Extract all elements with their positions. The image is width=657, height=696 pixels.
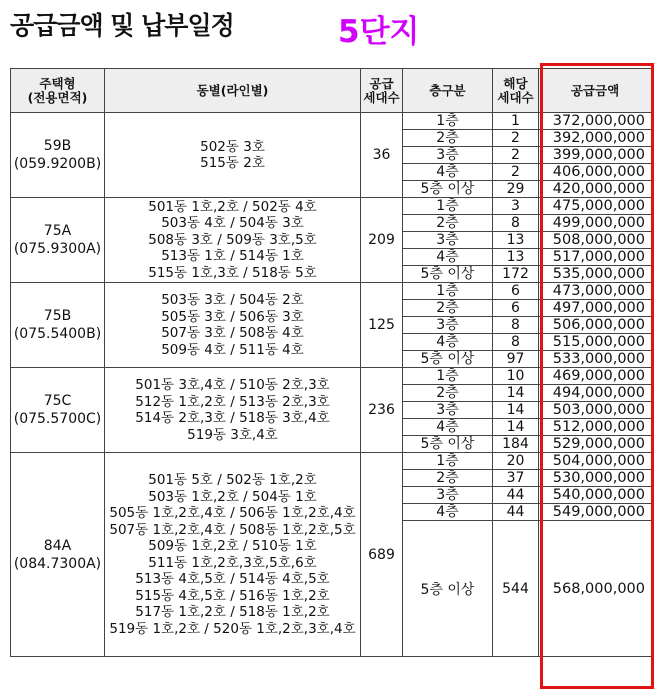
- supply-count: 689: [361, 453, 403, 657]
- price-cell: 506,000,000: [539, 317, 652, 334]
- dong-line: 503동 3호 / 504동 2호: [161, 292, 304, 308]
- units-cell: 2: [493, 164, 539, 181]
- floor-cell: 4층: [403, 249, 493, 266]
- floor-cell: 2층: [403, 300, 493, 317]
- price-cell: 508,000,000: [539, 232, 652, 249]
- floor-cell: 3층: [403, 232, 493, 249]
- dong-line: 512동 1호,2호 / 513동 2호,3호: [135, 393, 330, 410]
- price-table: [10, 68, 652, 657]
- floor-cell: 1층: [403, 283, 493, 300]
- price-cell: 512,000,000: [539, 419, 652, 436]
- price-cell: 473,000,000: [539, 283, 652, 300]
- dong-line: 515동 4호,5호 / 516동 1호,2호: [135, 587, 330, 604]
- dong-line: 511동 1호,2호,3호,5호,6호: [148, 554, 317, 571]
- table-row: [11, 283, 652, 300]
- units-cell: 37: [493, 470, 539, 487]
- dong-line: 514동 2호,3호 / 518동 3호,4호: [135, 410, 330, 426]
- dong-line: 509동 4호 / 511동 4호: [161, 341, 304, 358]
- dong-line: 502동 3호: [200, 138, 265, 155]
- price-cell: 530,000,000: [539, 470, 652, 487]
- units-cell: 6: [493, 300, 539, 317]
- dong-line: 505동 1호,2호,4호 / 506동 1호,2호,4호: [109, 505, 356, 521]
- price-cell: 475,000,000: [539, 198, 652, 215]
- price-cell: 533,000,000: [539, 351, 652, 368]
- units-cell: 97: [493, 351, 539, 368]
- units-cell: 2: [493, 147, 539, 164]
- unit-type: 75B: [43, 308, 72, 324]
- units-cell: 14: [493, 419, 539, 436]
- floor-cell: 3층: [403, 487, 493, 504]
- dong-line: 503동 1호,2호 / 504동 1호: [148, 488, 317, 505]
- dong-line: 507동 3호 / 508동 4호: [161, 325, 304, 341]
- dong-line: 507동 1호,2호,4호 / 508동 1호,2호,5호: [109, 521, 356, 538]
- unit-area: (075.5400B): [13, 326, 102, 342]
- floor-cell: 5층 이상: [403, 521, 493, 657]
- floor-cell: 4층: [403, 419, 493, 436]
- unit-type: 75A: [43, 223, 72, 239]
- dong-lines-cell: [105, 283, 361, 368]
- unit-type-cell: [11, 453, 105, 657]
- dong-line: 519동 1호,2호 / 520동 1호,2호,3호,4호: [109, 620, 356, 637]
- price-cell: 406,000,000: [539, 164, 652, 181]
- floor-cell: 1층: [403, 198, 493, 215]
- dong-line: 515동 1호,3호 / 518동 5호: [148, 264, 317, 281]
- price-cell: 549,000,000: [539, 504, 652, 521]
- floor-cell: 3층: [403, 147, 493, 164]
- unit-type-cell: [11, 368, 105, 453]
- dong-line: 505동 3호 / 506동 3호: [161, 308, 304, 325]
- dong-line: 501동 5호 / 502동 1호,2호: [148, 472, 317, 488]
- unit-type: 75C: [43, 393, 72, 409]
- units-cell: 1: [493, 113, 539, 130]
- supply-count: 236: [361, 368, 403, 453]
- unit-type: 59B: [43, 138, 72, 154]
- price-cell: 497,000,000: [539, 300, 652, 317]
- header-type: 주택형 (전용면적): [11, 69, 105, 113]
- units-cell: 3: [493, 198, 539, 215]
- table-row: [11, 453, 652, 470]
- dong-lines-cell: [105, 113, 361, 198]
- units-cell: 8: [493, 317, 539, 334]
- table-row: [11, 368, 652, 385]
- floor-cell: 4층: [403, 504, 493, 521]
- header-supply: 공급 세대수: [361, 69, 403, 113]
- header-floor: 층구분: [403, 69, 493, 113]
- floor-cell: 1층: [403, 368, 493, 385]
- unit-type-cell: [11, 198, 105, 283]
- dong-line: 501동 3호,4호 / 510동 2호,3호: [135, 377, 330, 393]
- price-cell: 568,000,000: [539, 521, 652, 657]
- unit-area: (075.5700C): [13, 411, 102, 427]
- header-price: 공급금액: [539, 69, 652, 113]
- dong-line: 519동 3호,4호: [187, 426, 278, 443]
- floor-cell: 1층: [403, 113, 493, 130]
- units-cell: 6: [493, 283, 539, 300]
- floor-cell: 2층: [403, 385, 493, 402]
- floor-cell: 3층: [403, 402, 493, 419]
- price-cell: 515,000,000: [539, 334, 652, 351]
- supply-count: 125: [361, 283, 403, 368]
- price-cell: 494,000,000: [539, 385, 652, 402]
- header-units: 해당 세대수: [493, 69, 539, 113]
- price-cell: 420,000,000: [539, 181, 652, 198]
- supply-count: 209: [361, 198, 403, 283]
- price-cell: 399,000,000: [539, 147, 652, 164]
- units-cell: 20: [493, 453, 539, 470]
- dong-line: 513동 4호,5호 / 514동 4호,5호: [135, 571, 330, 587]
- units-cell: 8: [493, 334, 539, 351]
- table-row: [11, 113, 652, 130]
- dong-lines-cell: [105, 198, 361, 283]
- units-cell: 544: [493, 521, 539, 657]
- unit-area: (059.9200B): [13, 156, 102, 172]
- units-cell: 13: [493, 249, 539, 266]
- floor-cell: 5층 이상: [403, 266, 493, 283]
- price-cell: 540,000,000: [539, 487, 652, 504]
- floor-cell: 5층 이상: [403, 181, 493, 198]
- unit-area: (075.9300A): [13, 241, 102, 257]
- floor-cell: 3층: [403, 317, 493, 334]
- units-cell: 2: [493, 130, 539, 147]
- floor-cell: 1층: [403, 453, 493, 470]
- unit-area: (084.7300A): [13, 555, 102, 572]
- price-cell: 499,000,000: [539, 215, 652, 232]
- dong-line: 517동 1호,2호 / 518동 1호,2호: [135, 604, 330, 620]
- units-cell: 44: [493, 487, 539, 504]
- price-cell: 469,000,000: [539, 368, 652, 385]
- units-cell: 8: [493, 215, 539, 232]
- unit-type: 84A: [43, 537, 72, 554]
- floor-cell: 5층 이상: [403, 351, 493, 368]
- page-title: 공급금액 및 납부일정: [10, 11, 234, 40]
- price-cell: 535,000,000: [539, 266, 652, 283]
- units-cell: 13: [493, 232, 539, 249]
- dong-line: 509동 1호,2호 / 510동 1호: [148, 538, 317, 554]
- units-cell: 29: [493, 181, 539, 198]
- dong-lines-cell: [105, 368, 361, 453]
- dong-line: 515동 2호: [200, 155, 265, 171]
- complex-badge: 5단지: [338, 14, 420, 50]
- units-cell: 14: [493, 402, 539, 419]
- table-row: [11, 198, 652, 215]
- floor-cell: 4층: [403, 164, 493, 181]
- price-cell: 517,000,000: [539, 249, 652, 266]
- units-cell: 184: [493, 436, 539, 453]
- price-cell: 503,000,000: [539, 402, 652, 419]
- floor-cell: 2층: [403, 215, 493, 232]
- floor-cell: 4층: [403, 334, 493, 351]
- dong-lines-cell: [105, 453, 361, 657]
- unit-type-cell: [11, 283, 105, 368]
- price-cell: 504,000,000: [539, 453, 652, 470]
- units-cell: 10: [493, 368, 539, 385]
- units-cell: 44: [493, 504, 539, 521]
- price-cell: 372,000,000: [539, 113, 652, 130]
- dong-line: 513동 1호 / 514동 1호: [161, 248, 304, 265]
- unit-type-cell: [11, 113, 105, 198]
- header-dong: 동별(라인별): [105, 69, 361, 113]
- supply-count: 36: [361, 113, 403, 198]
- price-cell: 392,000,000: [539, 130, 652, 147]
- table-header-row: [11, 69, 652, 113]
- dong-line: 503동 4호 / 504동 3호: [161, 215, 304, 232]
- price-cell: 529,000,000: [539, 436, 652, 453]
- units-cell: 14: [493, 385, 539, 402]
- units-cell: 172: [493, 266, 539, 283]
- floor-cell: 2층: [403, 470, 493, 487]
- dong-line: 508동 3호 / 509동 3호,5호: [148, 231, 317, 248]
- floor-cell: 2층: [403, 130, 493, 147]
- dong-line: 501동 1호,2호 / 502동 4호: [148, 198, 317, 215]
- floor-cell: 5층 이상: [403, 436, 493, 453]
